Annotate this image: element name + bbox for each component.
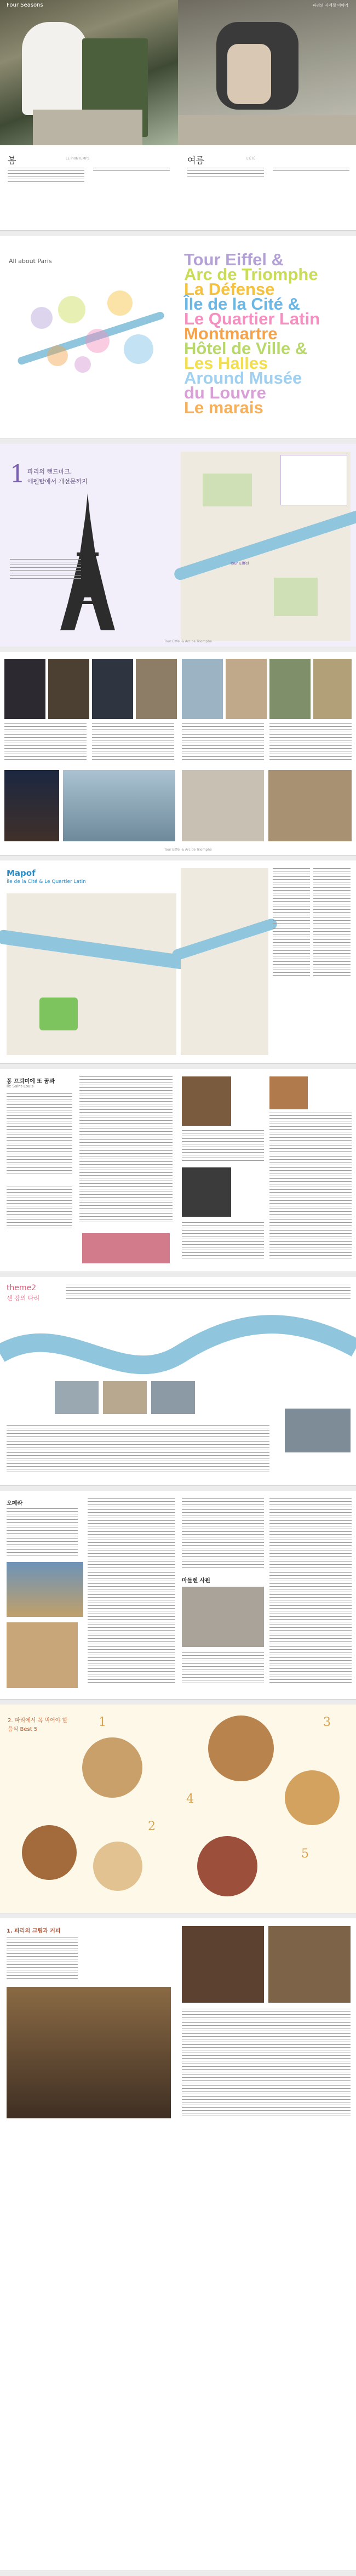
footer-label: Tour Eiffel & Arc de Triomphe (164, 640, 212, 643)
places-list (184, 252, 354, 415)
cite-map-left (7, 893, 176, 1055)
madeleine-text-2 (182, 1652, 264, 1685)
chapter-number: 1 (10, 460, 25, 488)
bridge-photo-2 (103, 1381, 147, 1414)
bridge-photo-4 (285, 1409, 351, 1452)
place-7: Les Halles (184, 354, 268, 373)
left-body-text (8, 168, 84, 182)
map-title: Mapof (7, 868, 36, 878)
bridge-photo-1 (55, 1381, 99, 1414)
cite-map-right (181, 868, 268, 1055)
photo-night-1 (4, 659, 45, 719)
opera-title: 오페라 (7, 1501, 22, 1507)
right-cafe-text (182, 2009, 351, 2118)
food-number-2: 2 (148, 1820, 156, 1833)
food-title-2: 음식 Best 5 (8, 1726, 38, 1732)
photo-bakery (269, 1076, 308, 1109)
left-col-text-2 (7, 1187, 72, 1230)
place-3: Île de la Cité & (184, 294, 300, 314)
right-season-title: 여름 (187, 155, 204, 166)
food-circle-2 (22, 1825, 77, 1880)
spread-all-about-paris (0, 236, 356, 439)
bridges-text-lower (7, 1425, 269, 1474)
photo-day-4 (313, 659, 352, 719)
right-body-text (187, 168, 264, 178)
place-5: Montmartre (184, 324, 278, 343)
theme-title: 센 강의 다리 (7, 1295, 40, 1302)
footer-label-2: Tour Eiffel & Arc de Triomphe (164, 848, 212, 852)
photo-day-3 (269, 659, 311, 719)
left-season-title: 봄 (8, 155, 16, 166)
food-circle-3 (208, 1716, 274, 1781)
photo-bridge (182, 770, 264, 841)
left-col-text (7, 1093, 72, 1176)
right-body-text-2 (273, 168, 349, 173)
madeleine-text (182, 1498, 264, 1570)
photo-cafe-interior (7, 1987, 171, 2118)
food-circle-5 (197, 1836, 257, 1896)
food-circle-2b (93, 1842, 142, 1891)
section-label: 파리의 사계절 이야기 (312, 3, 348, 8)
photo-cafe-terrace (268, 1926, 351, 2003)
legend-panel (273, 868, 352, 978)
eiffel-intro-text (10, 559, 81, 581)
spread-ile-saint-louis (0, 1069, 356, 1272)
spread-photo-grid (0, 652, 356, 856)
place-10: Le marais (184, 398, 263, 417)
spread-seine-bridges (0, 1277, 356, 1486)
grid-text-3 (182, 723, 264, 762)
header-label: Four Seasons (7, 2, 43, 8)
food-title-1: 2. 파리에서 꼭 먹어야 할 (8, 1718, 68, 1724)
photo-day-2 (226, 659, 267, 719)
food-number-5: 5 (301, 1847, 309, 1861)
place-9: du Louvre (184, 383, 266, 402)
cream-title: 1. 파리의 크림과 커피 (7, 1928, 61, 1934)
map-label-eiffel: Tour Eiffel (230, 561, 249, 566)
theme-label: theme2 (7, 1284, 37, 1292)
left-section-title: 퐁 프뢰미에 또 꿈과 (7, 1079, 55, 1085)
heading-all-about-paris: All about Paris (9, 258, 52, 265)
food-number-1: 1 (99, 1716, 106, 1729)
photo-cafe-sign (182, 1926, 264, 2003)
left-season-sub: LE PRINTEMPS (66, 157, 90, 161)
photo-night-3 (92, 659, 133, 719)
right-text-1 (182, 1130, 264, 1163)
spread-cream-coffee (0, 1918, 356, 2571)
food-circle-1 (82, 1737, 142, 1798)
opera-text (7, 1508, 78, 1558)
bridges-intro-text (66, 1285, 351, 1301)
right-col-text (269, 1498, 352, 1685)
photo-woman-reading (178, 0, 356, 145)
grid-text-1 (4, 723, 87, 762)
photo-macaron (82, 1233, 170, 1263)
place-1: Arc de Triomphe (184, 265, 318, 284)
eiffel-map (181, 452, 351, 641)
mid-col-text (79, 1076, 173, 1224)
chapter-title-2: 에펠탑에서 개선문까지 (27, 478, 88, 485)
food-number-3: 3 (323, 1716, 331, 1729)
chapter-title-1: 파리의 랜드마크, (27, 468, 72, 475)
place-0: Tour Eiffel & (184, 250, 284, 269)
paris-bubble-map (9, 274, 173, 389)
place-8: Around Musée (184, 368, 302, 387)
spread-opera (0, 1491, 356, 1700)
right-season-sub: L'ÉTÉ (246, 157, 256, 161)
photo-pastries (7, 1622, 78, 1688)
opera-mid-text (88, 1498, 175, 1685)
photo-street (136, 659, 177, 719)
grid-text-2 (92, 723, 174, 762)
map-info-box (280, 455, 347, 505)
left-body-text-2 (93, 168, 170, 173)
photo-cafe-man (0, 0, 178, 145)
grid-text-4 (269, 723, 352, 762)
food-circle-4 (285, 1770, 340, 1825)
map-subtitle: Île de la Cité & Le Quartier Latin (7, 879, 86, 885)
left-section-sub: Île Saint-Louis (7, 1084, 34, 1088)
place-6: Hôtel de Ville & (184, 339, 308, 358)
photo-day-1 (182, 659, 223, 719)
spread-map-cite (0, 860, 356, 1064)
place-4: Le Quartier Latin (184, 309, 320, 328)
right-text-2 (182, 1222, 264, 1261)
photo-shop-2 (182, 1167, 231, 1217)
madeleine-title: 마들렌 사원 (182, 1578, 210, 1584)
place-2: La Défense (184, 280, 275, 299)
spread-four-seasons (0, 0, 356, 231)
spread-food-best5 (0, 1705, 356, 1913)
spread-eiffel (0, 444, 356, 647)
cream-text (7, 1937, 78, 1981)
photo-seine (63, 770, 175, 841)
photo-opera (7, 1562, 83, 1617)
bridge-photo-3 (151, 1381, 195, 1414)
food-number-4: 4 (186, 1792, 194, 1806)
far-right-text (269, 1113, 352, 1261)
photo-night-2 (48, 659, 89, 719)
photo-building (268, 770, 352, 841)
photo-eiffel-night (4, 770, 59, 841)
photo-madeleine (182, 1587, 264, 1647)
photo-shop-1 (182, 1076, 231, 1126)
